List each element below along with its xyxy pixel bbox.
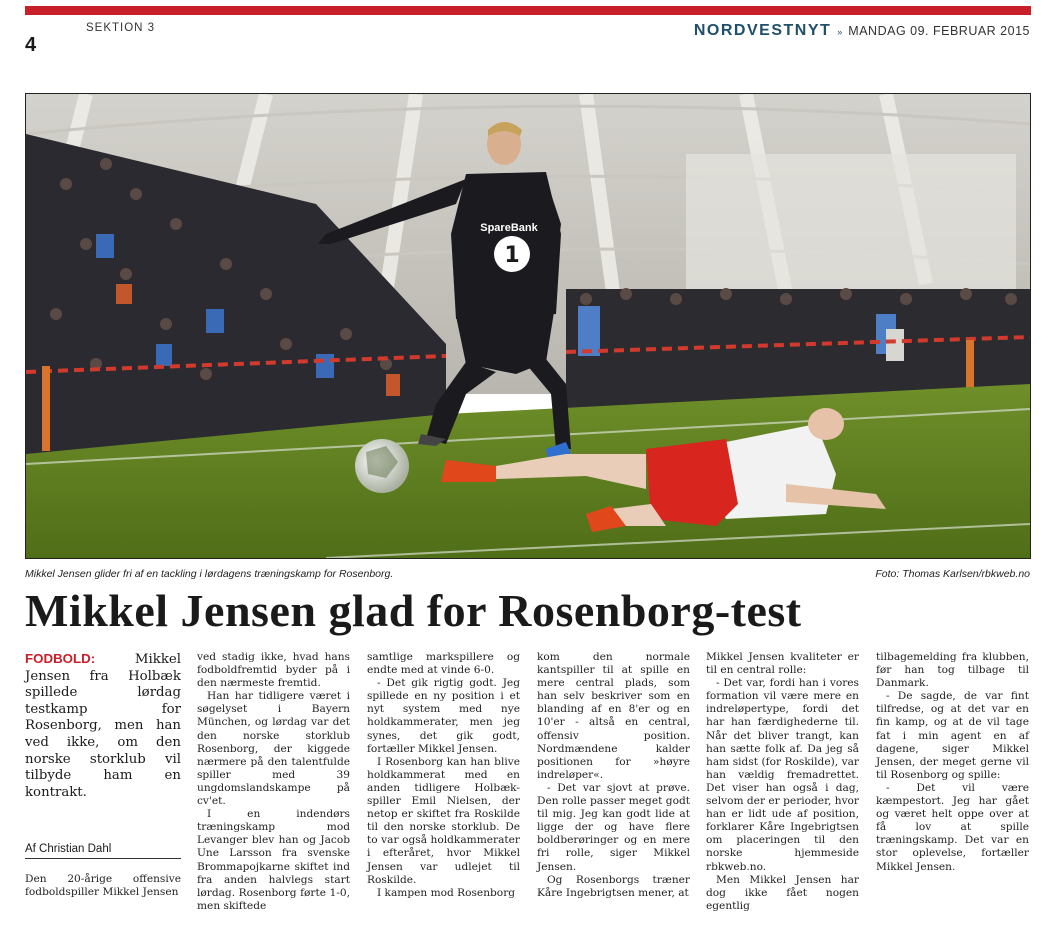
paragraph: - Det gik rigtig godt. Jeg spillede en ny position i et nyt system med nye holdkammerater, men jeg synes, det gik godt, fortæller Mikkel Jensen. [367,677,520,755]
paragraph: I Rosenborg kan han blive holdkammerat med en anden tidligere Holbæk-spiller Emil Nielsen, der netop er skiftet fra Roskilde til den norske storklub. De to var også holdkammerater i efteråret, hvor Mikkel Jensen var udlejet til Roskilde. [367,755,520,886]
paragraph: tilbagemelding fra klubben, før han tog tilbage til Danmark. [876,651,1029,690]
paragraph: - Det var, fordi han i vores formation vil være mere en indreløpertype, fordi det har han færdighederne til. Når det bliver trangt, kan han sætte folk af. Da jeg så ham sidst (for Roskilde), var han vældig fremadrettet. Det viser han også i dag, selvom der er perioder, hvor han er lidt ude af position, forklarer Kåre Ingebrigtsen om placeringen til den norske hjemmeside rbkweb.no. [706,677,859,873]
lead-text: Mikkel Jensen fra Holbæk spillede lørdag testkamp for Rosenborg, men han ved ikke, om den norske storklub vil tilbyde ham en kontrakt. [25,652,181,800]
issue-date: MANDAG 09. FEBRUAR 2015 [848,24,1030,38]
section-label: SEKTION 3 [86,22,156,34]
photo-caption: Mikkel Jensen glider fri af en tackling i lørdagens træningskamp for Rosenborg. [25,568,394,580]
paragraph: I en indendørs træningskamp mod Levanger blev han og Jacob Une Larsson fra svenske Brommapojkarne skiftet ind fra anden halvlegs start lørdag. Rosenborg førte 1-0, men skiftede [197,808,350,912]
paragraph: ved stadig ikke, hvad hans fodboldfremtid byder på i den nærmeste fremtid. [197,651,350,690]
jersey-number: 1 [504,243,520,268]
top-color-bar [25,6,1031,15]
paragraph: - De sagde, de var fint tilfredse, og at det var en fin kamp, og at de vil tage fat i min agent en af dagene, siger Mikkel Jensen, der meget gerne vil til Rosenborg og spille: [876,690,1029,781]
masthead [694,22,1030,40]
page-number: 4 [25,34,37,56]
masthead-separator: » [837,27,843,37]
kicker-label: FODBOLD: [25,651,96,666]
paragraph: Og Rosenborgs træner Kåre Ingebrigtsen mener, at [537,873,690,899]
paragraph: - Det vil være kæmpestort. Jeg har gået og været helt oppe over at få lov at spille træningskamp. Det var en stor oplevelse, fortæller Mikkel Jensen. [876,781,1029,873]
lead-column [25,651,181,801]
football-match-photo [26,94,1030,558]
jersey-sponsor: SpareBank [480,222,538,234]
paragraph: I kampen mod Rosenborg [377,886,516,899]
text-column-2 [197,651,350,913]
paragraph: Han har tidligere været i søgelyset i Bayern München, og lørdag var det den norske storklub Rosenborg, der kiggede nærmere på den talentfulde spiller med 39 ungdomslandskampe på cv'et. [197,690,350,808]
text-column-6 [876,651,1029,874]
text-column-3 [367,651,520,900]
byline: Af Christian Dahl [25,843,181,859]
intro-text: Den 20-årige offensive fodboldspiller Mikkel Jensen [25,873,181,899]
paragraph: - Det var sjovt at prøve. Den rolle passer meget godt til mig. Jeg kan godt lide at ligge der og have flere boldberøringer og en mere fri rolle, siger Mikkel Jensen. [537,781,690,873]
text-column-4 [537,651,690,900]
paragraph: kom den normale kantspiller til at spille en mere central plads, som han selv beskriver som en blanding af en 8'er og en 10'er - altså en central, offensiv position. Nordmændene kalder positionen for »høyre indreløper«. [537,651,690,781]
lead-paragraph [25,651,181,801]
paragraph: Men Mikkel Jensen har dog ikke fået nogen egentlig [706,873,859,912]
paragraph: Mikkel Jensen kvaliteter er til en central rolle: [706,651,859,677]
paragraph: samtlige markspillere og endte med at vinde 6-0. [367,651,520,677]
article-photo [25,93,1031,559]
article-headline: Mikkel Jensen glad for Rosenborg-test [25,585,802,636]
text-column-5 [706,651,859,913]
newspaper-brand: NORDVESTNYT [693,22,832,39]
photo-credit: Foto: Thomas Karlsen/rbkweb.no [875,568,1030,580]
